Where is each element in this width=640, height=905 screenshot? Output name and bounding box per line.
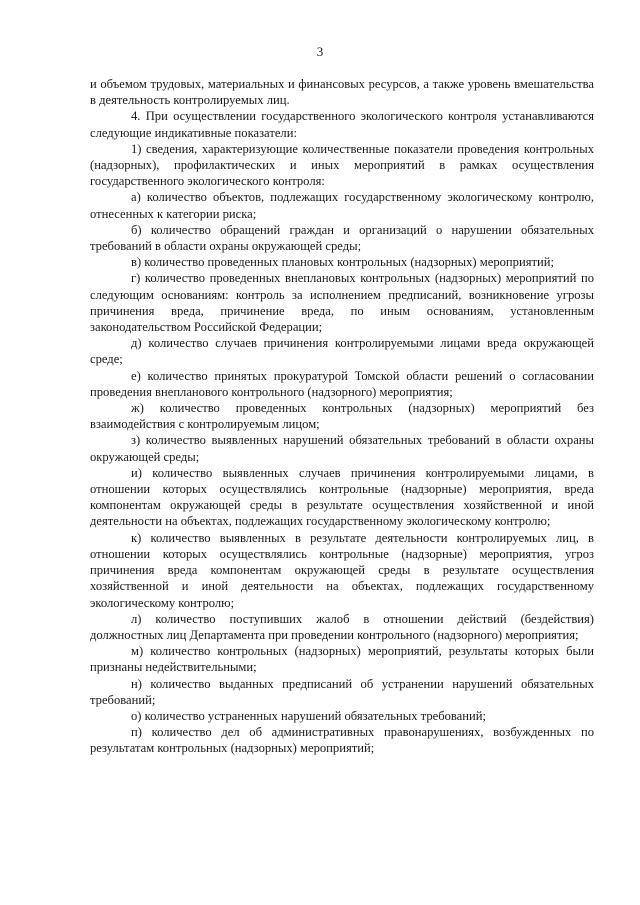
paragraph-subitem-d: д) количество случаев причинения контролируемыми лицами вреда окружающей среде; bbox=[90, 336, 594, 367]
paragraph-subitem-m: м) количество контрольных (надзорных) мероприятий, результаты которых были признаны недействительными; bbox=[90, 644, 594, 675]
paragraph-subitem-e: е) количество принятых прокуратурой Томской области решений о согласовании проведения внепланового контрольного (надзорного) мероприятия; bbox=[90, 368, 594, 399]
paragraph-subitem-n: н) количество выданных предписаний об устранении нарушений обязательных требований; bbox=[90, 676, 594, 707]
paragraph-subitem-z: з) количество выявленных нарушений обязательных требований в области охраны окружающей среды; bbox=[90, 433, 594, 464]
paragraph-item-1: 1) сведения, характеризующие количественные показатели проведения контрольных (надзорных), профилактических и иных мероприятий в рамках осуществления государственного экологического контроля: bbox=[90, 141, 594, 189]
paragraph-subitem-g: г) количество проведенных внеплановых контрольных (надзорных) мероприятий по следующим основаниям: контроль за исполнением предписаний, возникновение угрозы причинения вреда, причинение вреда, по иным основаниям, установленным законодательством Российской Федерации; bbox=[90, 271, 594, 335]
document-body bbox=[90, 76, 594, 757]
paragraph-subitem-i: и) количество выявленных случаев причинения контролируемыми лицами, в отношении которых осуществлялись контрольные (надзорные) мероприятия, вреда компонентам окружающей среды в результате осуществления хозяйственной и иной деятельности на объектах, подлежащих государственному экологическому контролю; bbox=[90, 465, 594, 529]
paragraph-subitem-p: п) количество дел об административных правонарушениях, возбужденных по результатам контрольных (надзорных) мероприятий; bbox=[90, 725, 594, 756]
page-number: 3 bbox=[316, 44, 324, 59]
paragraph-subitem-a: а) количество объектов, подлежащих государственному экологическому контролю, отнесенных к категории риска; bbox=[90, 190, 594, 221]
paragraph-subitem-k: к) количество выявленных в результате деятельности контролируемых лиц, в отношении которых осуществлялись контрольные (надзорные) мероприятия, угроз причинения вреда компонентам окружающей среды в результате осуществления хозяйственной и иной деятельности на объектах, подлежащих государственному экологическому контролю; bbox=[90, 530, 594, 610]
paragraph-subitem-l: л) количество поступивших жалоб в отношении действий (бездействия) должностных лиц Департамента при проведении контрольного (надзорного) мероприятия; bbox=[90, 611, 594, 642]
paragraph-continuation: и объемом трудовых, материальных и финансовых ресурсов, а также уровень вмешательства в деятельность контролируемых лиц. bbox=[90, 77, 594, 108]
paragraph-subitem-b: б) количество обращений граждан и организаций о нарушении обязательных требований в области охраны окружающей среды; bbox=[90, 222, 594, 254]
paragraph-section-4: 4. При осуществлении государственного экологического контроля устанавливаются следующие индикативные показатели: bbox=[90, 109, 594, 140]
paragraph-subitem-v: в) количество проведенных плановых контрольных (надзорных) мероприятий; bbox=[131, 255, 554, 270]
paragraph-subitem-zh: ж) количество проведенных контрольных (надзорных) мероприятий без взаимодействия с контролируемым лицом; bbox=[90, 401, 594, 432]
paragraph-subitem-o: о) количество устраненных нарушений обязательных требований; bbox=[131, 708, 486, 723]
